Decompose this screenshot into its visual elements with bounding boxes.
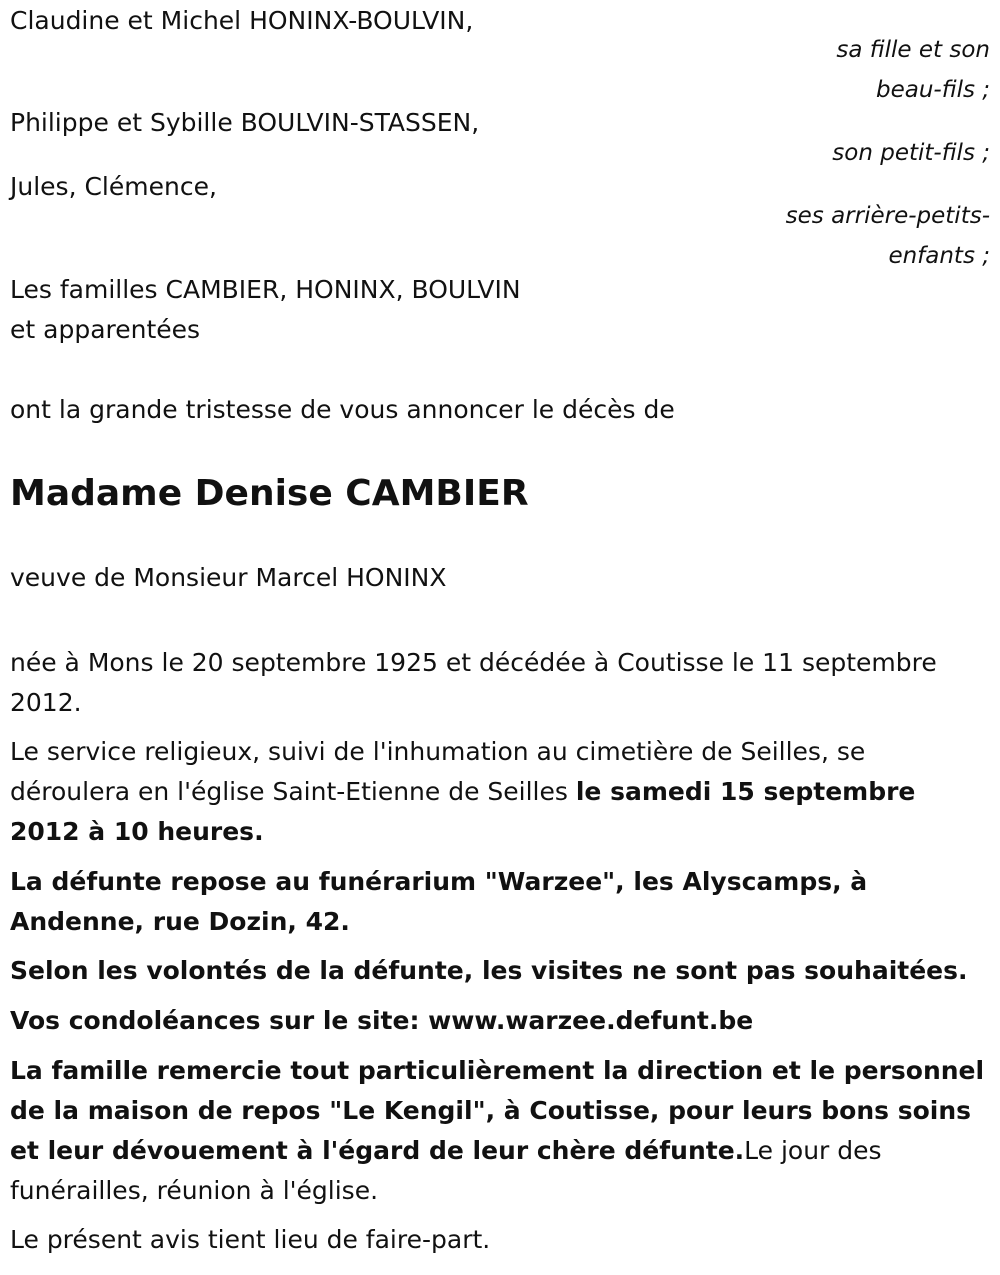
family-line-1: Claudine et Michel HONINX-BOULVIN,	[10, 6, 474, 35]
announcement: ont la grande tristesse de vous annoncer le décès de	[10, 395, 675, 424]
thanks-paragraph	[10, 1051, 990, 1211]
family-role-3b: enfants ;	[888, 243, 990, 269]
service-paragraph	[10, 732, 990, 852]
birth-death: née à Mons le 20 septembre 1925 et décédée à Coutisse le 11 septembre 2012.	[10, 648, 937, 717]
family-role-1a: sa fille et son	[836, 37, 990, 63]
family-line-4a: Les familles CAMBIER, HONINX, BOULVIN	[10, 275, 521, 304]
deceased-name: Madame Denise CAMBIER	[10, 473, 529, 514]
family-role-3a: ses arrière-petits-	[785, 203, 990, 229]
condolences-paragraph: Vos condoléances sur le site: www.warzee.defunt.be	[10, 1006, 754, 1035]
thanks-text: Le jour des funérailles, réunion à l'église.	[10, 1136, 882, 1205]
family-line-3: Jules, Clémence,	[10, 172, 217, 201]
family-role-2: son petit-fils ;	[832, 140, 990, 166]
thanks-bold: La famille remercie tout particulièrement la direction et le personnel de la maison de repos "Le Kengil", à Coutisse, pour leurs bons soins et leur dévouement à l'égard de leur chère défunte.	[10, 1056, 985, 1165]
family-line-4b: et apparentées	[10, 315, 201, 344]
service-text: Le service religieux, suivi de l'inhumation au cimetière de Seilles, se déroulera en l'église Saint-Etienne de Seilles	[10, 737, 866, 806]
closing-line: Le présent avis tient lieu de faire-part.	[10, 1225, 491, 1254]
repose-paragraph: La défunte repose au funérarium "Warzee", les Alyscamps, à Andenne, rue Dozin, 42.	[10, 867, 868, 936]
service-date: le samedi 15 septembre 2012 à 10 heures.	[10, 777, 916, 846]
family-line-2: Philippe et Sybille BOULVIN-STASSEN,	[10, 108, 480, 137]
visits-paragraph: Selon les volontés de la défunte, les visites ne sont pas souhaitées.	[10, 956, 968, 985]
family-role-1b: beau-fils ;	[875, 77, 990, 103]
widow-line: veuve de Monsieur Marcel HONINX	[10, 563, 447, 592]
